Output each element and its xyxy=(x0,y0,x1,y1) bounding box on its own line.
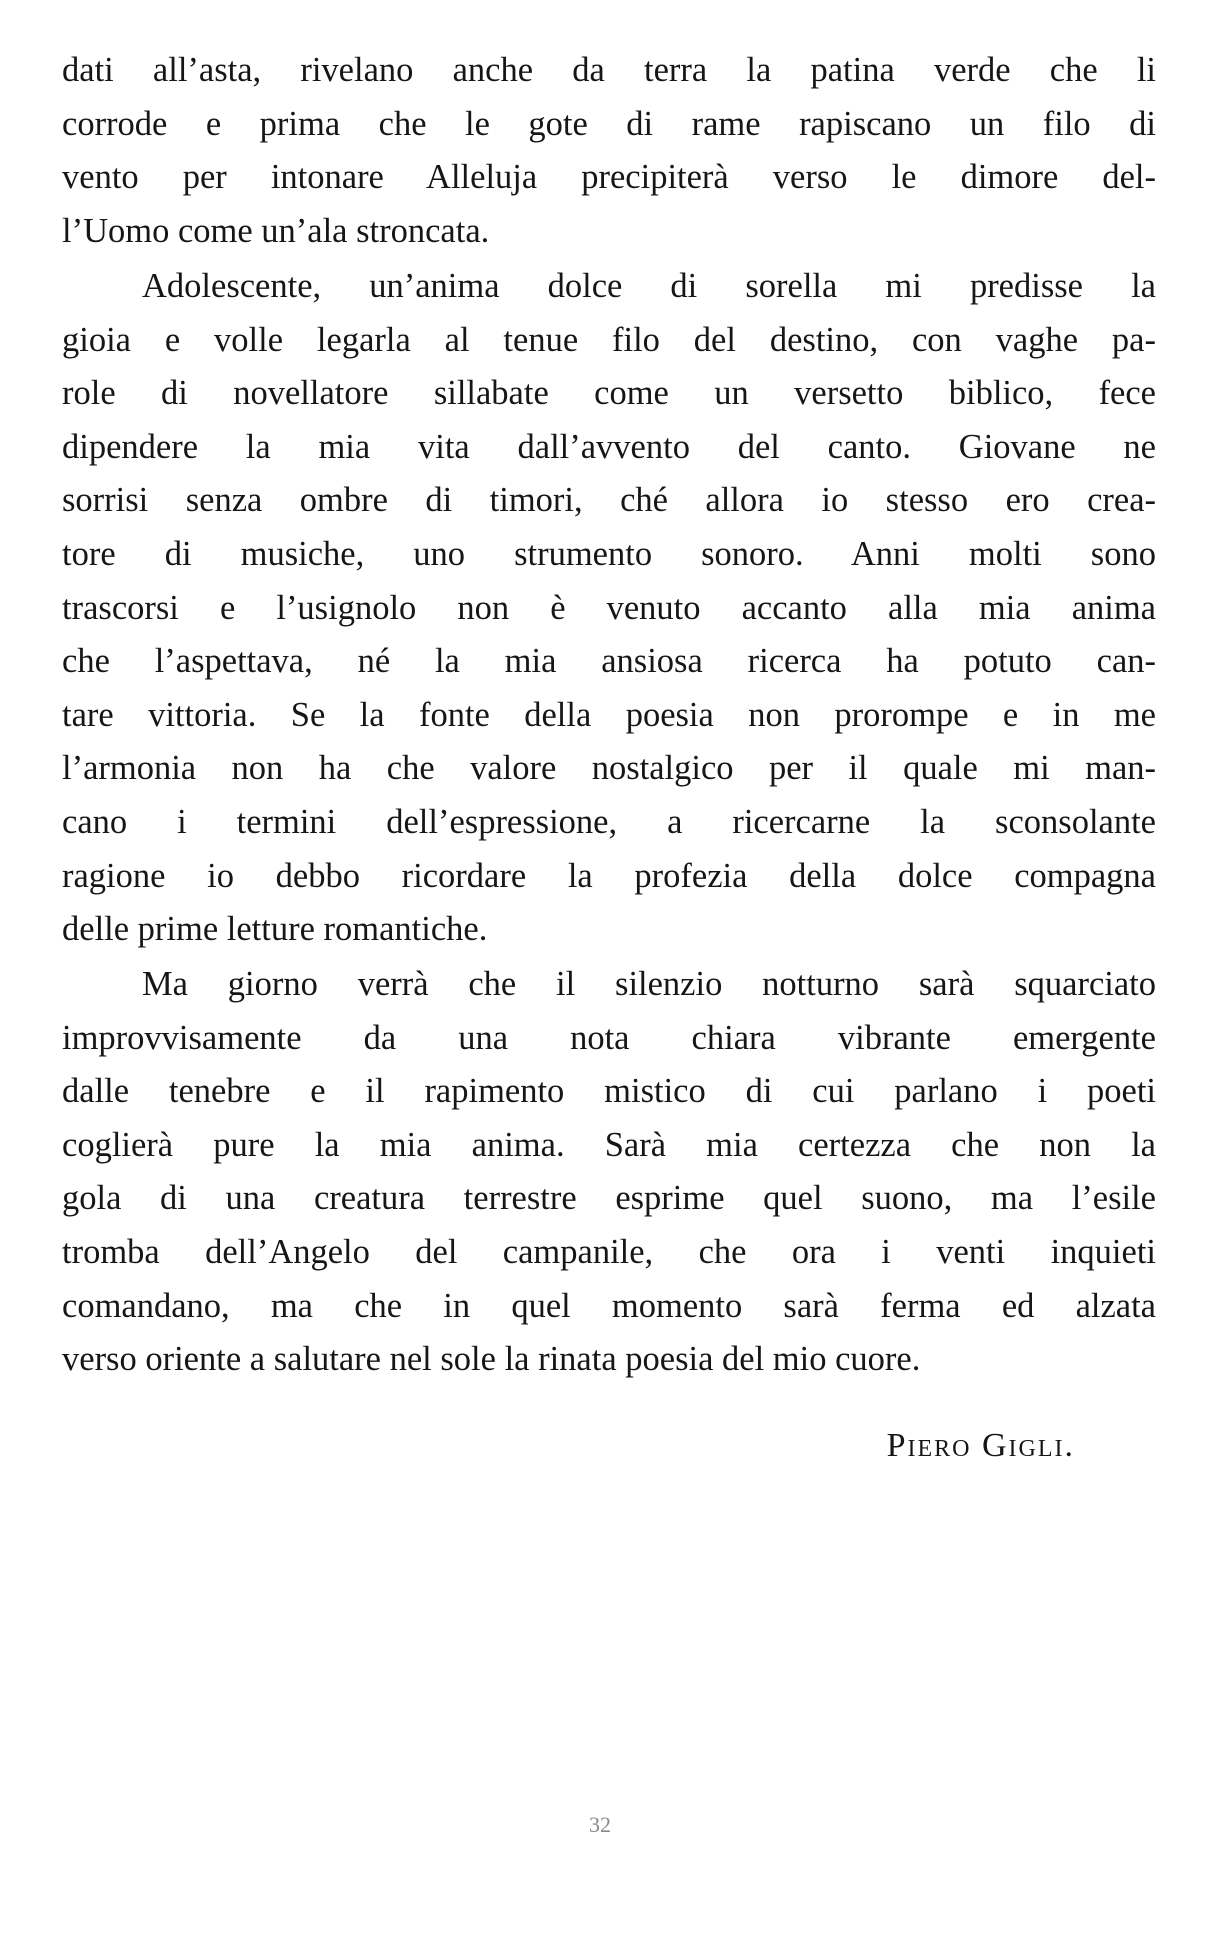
paragraph-2-line-3: role di novellatore sillabate come un versetto biblico, fece xyxy=(62,374,1156,413)
paragraph-3-line-1: Ma giorno verrà che il silenzio notturno sarà squarciato xyxy=(142,965,1156,1003)
paragraph-2-line-8: che l’aspettava, né la mia ansiosa ricerca ha potuto can- xyxy=(62,642,1156,681)
paragraph-2-line-6: tore di musiche, uno strumento sonoro. Anni molti sono xyxy=(62,534,1156,573)
paragraph-1 xyxy=(62,44,1156,258)
paragraph-2 xyxy=(62,260,1156,957)
paragraph-3-line-6: tromba dell’Angelo del campanile, che ora i venti inquieti xyxy=(62,1232,1156,1271)
paragraph-3-line-7: comandano, ma che in quel momento sarà ferma ed alzata xyxy=(62,1286,1156,1325)
paragraph-1-line-2: corrode e prima che le gote di rame rapiscano un filo di xyxy=(62,104,1156,143)
author-signature: Piero Gigli. xyxy=(886,1427,1075,1464)
paragraph-1-line-1: dati all’asta, rivelano anche da terra la patina verde che li xyxy=(62,51,1156,89)
paragraph-1-line-4: l’Uomo come un’ala stroncata. xyxy=(62,211,490,250)
paragraph-2-line-9: tare vittoria. Se la fonte della poesia non prorompe e in me xyxy=(62,695,1156,734)
paragraph-3-line-3: dalle tenebre e il rapimento mistico di cui parlano i poeti xyxy=(62,1072,1156,1111)
paragraph-3-line-2: improvvisamente da una nota chiara vibrante emergente xyxy=(62,1018,1156,1057)
paragraph-2-line-10: l’armonia non ha che valore nostalgico per il quale mi man- xyxy=(62,749,1156,788)
paragraph-2-line-12: ragione io debbo ricordare la profezia della dolce compagna xyxy=(62,856,1156,895)
paragraph-2-line-13: delle prime letture romantiche. xyxy=(62,910,488,949)
page-number: 32 xyxy=(589,1812,611,1837)
paragraph-1-line-3: vento per intonare Alleluja precipiterà verso le dimore del- xyxy=(62,158,1156,197)
paragraph-3-line-4: coglierà pure la mia anima. Sarà mia certezza che non la xyxy=(62,1125,1156,1164)
paragraph-2-line-2: gioia e volle legarla al tenue filo del destino, con vaghe pa- xyxy=(62,320,1156,359)
paragraph-3 xyxy=(62,958,1156,1387)
paragraph-2-line-11: cano i termini dell’espressione, a ricercarne la sconsolante xyxy=(62,802,1156,841)
paragraph-2-line-7: trascorsi e l’usignolo non è venuto accanto alla mia anima xyxy=(62,588,1156,627)
paragraph-3-line-5: gola di una creatura terrestre esprime quel suono, ma l’esile xyxy=(62,1179,1156,1218)
paragraph-3-line-8: verso oriente a salutare nel sole la rinata poesia del mio cuore. xyxy=(62,1340,921,1379)
paragraph-2-line-1: Adolescente, un’anima dolce di sorella mi predisse la xyxy=(142,267,1156,305)
paragraph-2-line-5: sorrisi senza ombre di timori, ché allora io stesso ero crea- xyxy=(62,481,1156,520)
paragraph-2-line-4: dipendere la mia vita dall’avvento del canto. Giovane ne xyxy=(62,427,1156,466)
